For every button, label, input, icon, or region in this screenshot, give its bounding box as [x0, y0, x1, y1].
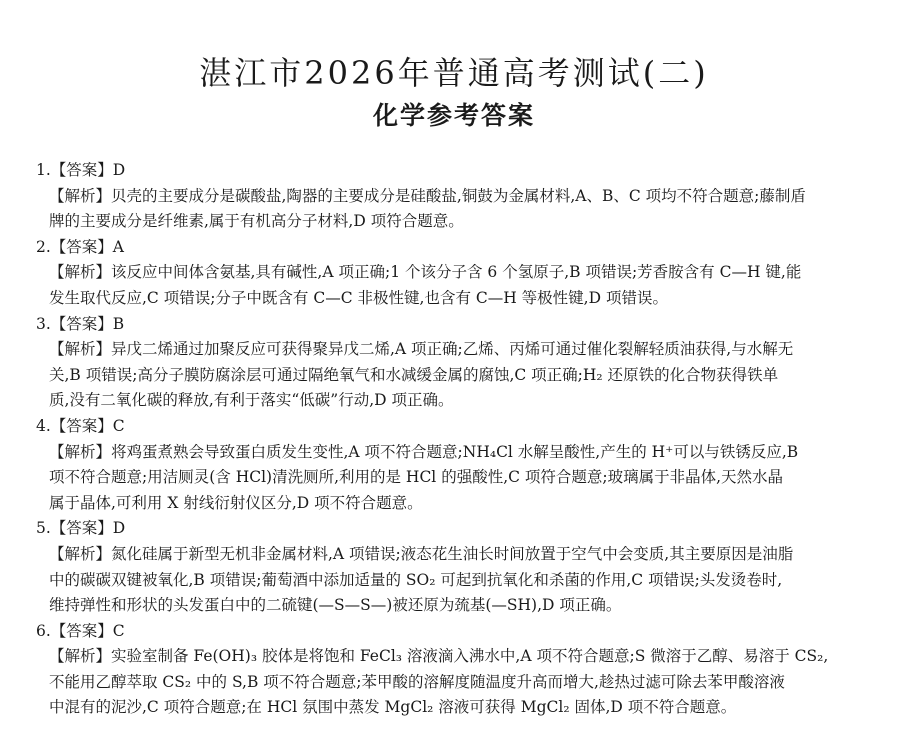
analysis-text	[36, 644, 882, 721]
analysis-text	[36, 440, 882, 517]
analysis-text	[36, 542, 882, 619]
answer-item-1	[36, 158, 882, 235]
analysis-line: 质,没有二氧化碳的释放,有利于落实“低碳”行动,D 项正确。	[49, 391, 454, 410]
document-title: 湛江市2026年普通高考测试(二)	[199, 54, 709, 92]
analysis-line: 关,B 项错误;高分子膜防腐涂层可通过隔绝氧气和水减缓金属的腐蚀,C 项正确;H₂ 还原铁的化合物获得铁单	[49, 365, 779, 384]
answer-item-5	[36, 516, 882, 618]
answer-item-4	[36, 414, 882, 516]
analysis-line: 【解析】该反应中间体含氨基,具有碱性,A 项正确;1 个该分子含 6 个氢原子,B 项错误;芳香胺含有 C—H 键,能	[49, 263, 802, 282]
analysis-line: 【解析】氮化硅属于新型无机非金属材料,A 项错误;液态花生油长时间放置于空气中会变质,其主要原因是油脂	[49, 544, 794, 563]
answer-line: 1.【答案】D	[36, 161, 126, 179]
document-subtitle: 化学参考答案	[372, 101, 535, 130]
analysis-text	[36, 337, 882, 414]
answer-line: 4.【答案】C	[36, 416, 125, 435]
answer-item-6	[36, 619, 882, 721]
answer-list	[36, 158, 882, 721]
answer-line: 2.【答案】A	[36, 237, 124, 256]
analysis-line: 中的碳碳双键被氧化,B 项错误;葡萄酒中添加适量的 SO₂ 可起到抗氧化和杀菌的作用,C 项错误;头发烫卷时,	[49, 570, 783, 589]
analysis-text	[36, 260, 882, 311]
analysis-line: 项不符合题意;用洁厕灵(含 HCl)清洗厕所,利用的是 HCl 的强酸性,C 项符合题意;玻璃属于非晶体,天然水晶	[49, 468, 784, 487]
analysis-line: 牌的主要成分是纤维素,属于有机高分子材料,D 项符合题意。	[49, 212, 464, 231]
answer-line: 3.【答案】B	[36, 314, 125, 333]
answer-item-3	[36, 312, 882, 414]
analysis-line: 发生取代反应,C 项错误;分子中既含有 C—C 非极性键,也含有 C—H 等极性键,D 项错误。	[49, 288, 668, 307]
analysis-line: 【解析】异戊二烯通过加聚反应可获得聚异戊二烯,A 项正确;乙烯、丙烯可通过催化裂解轻质油获得,与水解无	[49, 340, 794, 359]
analysis-line: 【解析】将鸡蛋煮熟会导致蛋白质发生变性,A 项不符合题意;NH₄Cl 水解呈酸性,产生的 H⁺可以与铁锈反应,B	[49, 442, 799, 461]
analysis-line: 属于晶体,可利用 X 射线衍射仪区分,D 项不符合题意。	[49, 493, 423, 512]
analysis-line: 维持弹性和形状的头发蛋白中的二硫键(—S—S—)被还原为巯基(—SH),D 项正确。	[49, 596, 622, 615]
analysis-line: 【解析】贝壳的主要成分是碳酸盐,陶器的主要成分是硅酸盐,铜鼓为金属材料,A、B、C 项均不符合题意;藤制盾	[49, 186, 806, 205]
analysis-line: 中混有的泥沙,C 项符合题意;在 HCl 氛围中蒸发 MgCl₂ 溶液可获得 MgCl₂ 固体,D 项不符合题意。	[49, 698, 737, 717]
analysis-text	[36, 184, 882, 235]
answer-line: 6.【答案】C	[36, 621, 125, 640]
analysis-line: 【解析】实验室制备 Fe(OH)₃ 胶体是将饱和 FeCl₃ 溶液滴入沸水中,A 项不符合题意;S 微溶于乙醇、易溶于 CS₂,	[49, 647, 829, 666]
answer-item-2	[36, 235, 882, 312]
answer-line: 5.【答案】D	[36, 519, 126, 538]
analysis-line: 不能用乙醇萃取 CS₂ 中的 S,B 项不符合题意;苯甲酸的溶解度随温度升高而增大,趁热过滤可除去苯甲酸溶液	[49, 672, 785, 691]
